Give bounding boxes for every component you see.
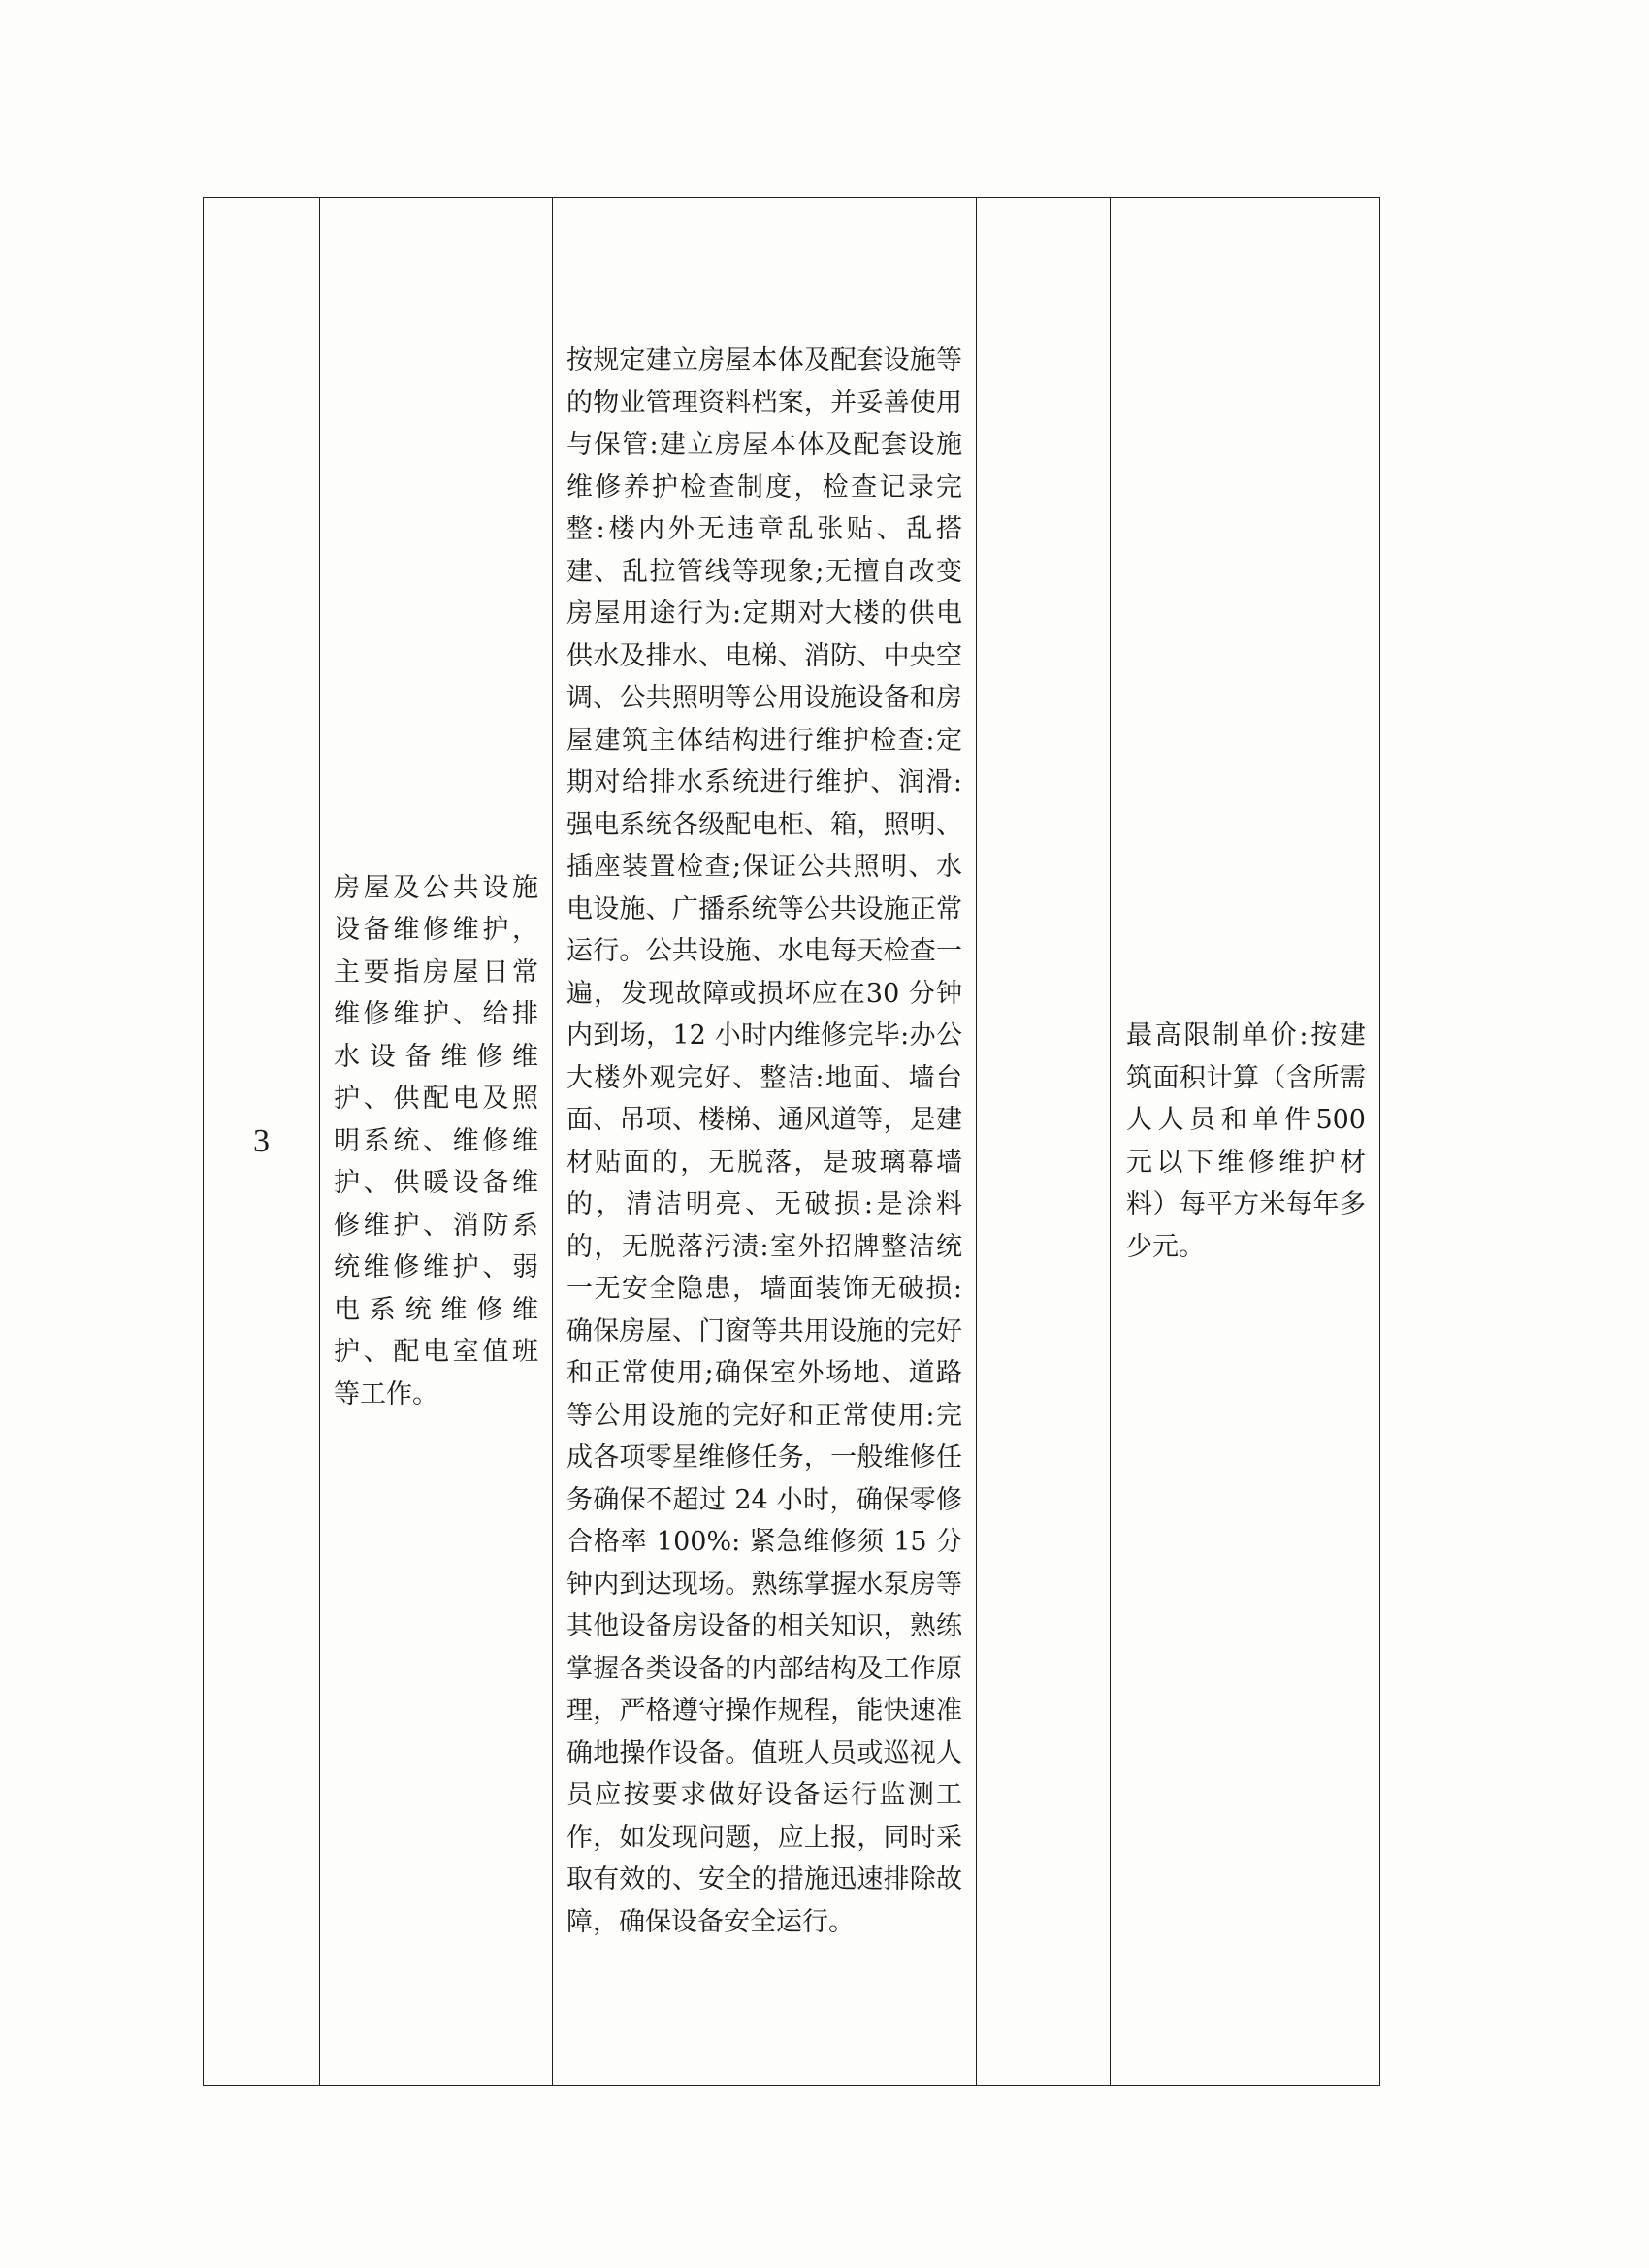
price-cell bbox=[1111, 198, 1380, 2086]
service-spec-table bbox=[203, 197, 1380, 2086]
service-item-text: 房屋及公共设施设备维修维护，主要指房屋日常维修维护、给排水设备维修维护、供配电及照明系统、维修维护、供暖设备维修维护、消防系统维修维护、弱电系统维修维护、配电室值班等工作。 bbox=[334, 872, 538, 1409]
service-item-cell bbox=[320, 198, 553, 2086]
table-row bbox=[204, 198, 1380, 2086]
sequence-number: 3 bbox=[253, 1122, 270, 1159]
requirements-cell bbox=[553, 198, 977, 2086]
sequence-number-cell bbox=[204, 198, 320, 2086]
requirements-text: 按规定建立房屋本体及配套设施等的物业管理资料档案，并妥善使用与保管:建立房屋本体及配套设施维修养护检查制度，检查记录完整:楼内外无违章乱张贴、乱搭建、乱拉管线等现象;无擅自改变房屋用途行为:定期对大楼的供电供水及排水、电梯、消防、中央空调、公共照明等公用设施设备和房屋建筑主体结构进行维护检查:定期对给排水系统进行维护、润滑:强电系统各级配电柜、箱，照明、插座装置检查;保证公共照明、水电设施、广播系统等公共设施正常运行。公共设施、水电每天检查一遍，发现故障或损坏应在30 分钟内到场，12 小时内维修完毕:办公大楼外观完好、整洁:地面、墙台面、吊项、楼梯、通风道等，是建材贴面的，无脱落，是玻璃幕墙的，清洁明亮、无破损:是涂料的，无脱落污渍:室外招牌整洁统一无安全隐患，墙面装饰无破损:确保房屋、门窗等共用设施的完好和正常使用;确保室外场地、道路等公用设施的完好和正常使用:完成各项零星维修任务，一般维修任务确保不超过 24 小时，确保零修合格率 100%: 紧急维修须 15 分钟内到达现场。熟练掌握水泵房等其他设备房设备的相关知识，熟练掌握各类设备的内部结构及工作原理，严格遵守操作规程，能快速准确地操作设备。值班人员或巡视人员应按要求做好设备运行监测工作，如发现问题，应上报，同时采取有效的、安全的措施迅速排除故障，确保设备安全运行。 bbox=[566, 345, 962, 1937]
price-limit-text: 最高限制单价:按建筑面积计算（含所需人人员和单件500 元以下维修维护材料）每平方米每年多少元。 bbox=[1126, 1021, 1366, 1262]
empty-cell bbox=[977, 198, 1111, 2086]
